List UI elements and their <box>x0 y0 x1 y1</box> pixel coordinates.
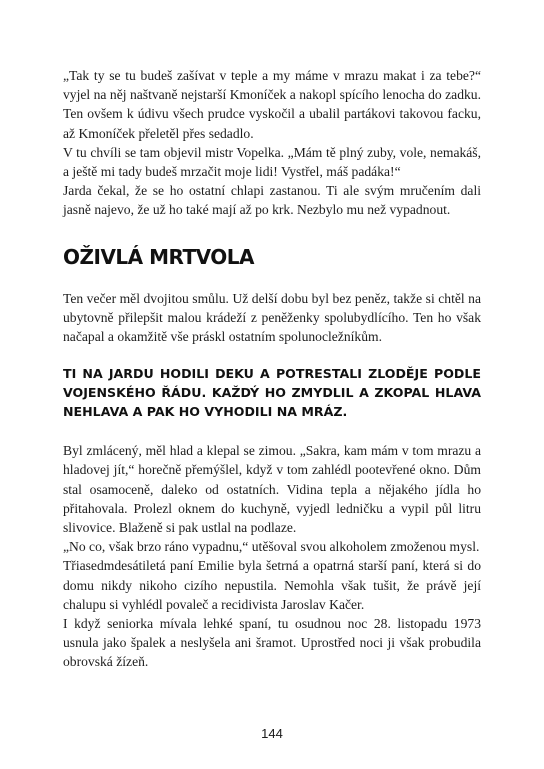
paragraph: V tu chvíli se tam objevil mistr Vopelka. „Mám tě plný zuby, vole, nemakáš, a ještě mi tady budeš mrzačit moje lidi! Vystřel, máš padáka!“ <box>63 144 481 180</box>
intro-paragraph: Ten večer měl dvojitou smůlu. Už delší dobu byl bez peněz, takže si chtěl na ubytovně přilepšit malou krádeží z peněženky spolubydlícího. Ten ho však načapal a okamžitě vše práskl ostatním spolunocležníkům. <box>63 290 481 345</box>
paragraph: I když seniorka mívala lehké spaní, tu osudnou noc 28. listopadu 1973 usnula jako špalek a neslyšela ani šramot. Uprostřed noci ji však probudila obrovská žízeň. <box>63 616 481 670</box>
highlight-lead: TI NA JARDU HODILI DEKU A POTRESTALI ZLODĚJE PODLE VOJENSKÉHO ŘÁDU. KAŽDÝ HO ZMYDLIL A ZKOPAL HLAVA NEHLAVA A PAK HO VYHODILI NA MRÁZ. <box>63 366 481 420</box>
chapter-heading: OŽIVLÁ MRTVOLA <box>63 244 255 269</box>
paragraph: Byl zmlácený, měl hlad a klepal se zimou. „Sakra, kam mám v tom mrazu a hladovej jít,“ horečně přemýšlel, když v tom zahlédl pootevřené okno. Dům stal osamoceně, daleko od ostatních. Vidina tepla a nějakého jídla ho přitahovala. Prolezl oknem do kuchyně, vyjedl ledničku a vypil půl litru slivovice. Blaženě si pak ustlal na podlaze. <box>63 443 481 536</box>
page-number: 144 <box>261 726 283 741</box>
paragraph: „No co, však brzo ráno vypadnu,“ utěšoval svou alkoholem zmoženou mysl. <box>63 539 480 555</box>
paragraph: „Tak ty se tu budeš zašívat v teple a my máme v mrazu makat i za tebe?“ vyjel na něj naštvaně nejstarší Kmoníček a nakopl spícího lenocha do zadku. Ten ovšem k údivu všech prudce vyskočil a ubalil partákovi takovou facku, až Kmoníček přeletěl přes sedadlo. <box>63 68 481 141</box>
story-section <box>63 441 481 671</box>
paragraph: Jarda čekal, že se ho ostatní chlapi zastanou. Ti ale svým mručením dali jasně najevo, že už ho také mají až po krk. Nezbylo mu než vypadnout. <box>63 183 481 218</box>
paragraph: Třiasedmdesátiletá paní Emilie byla šetrná a opatrná starší paní, která si do domu nikdy nikoho cizího nepustila. Nemohla však tušit, že právě její chalupu si vyhlédl povaleč a recidivista Jaroslav Kačer. <box>63 558 481 612</box>
opening-section <box>63 66 481 220</box>
page-content <box>63 66 481 672</box>
